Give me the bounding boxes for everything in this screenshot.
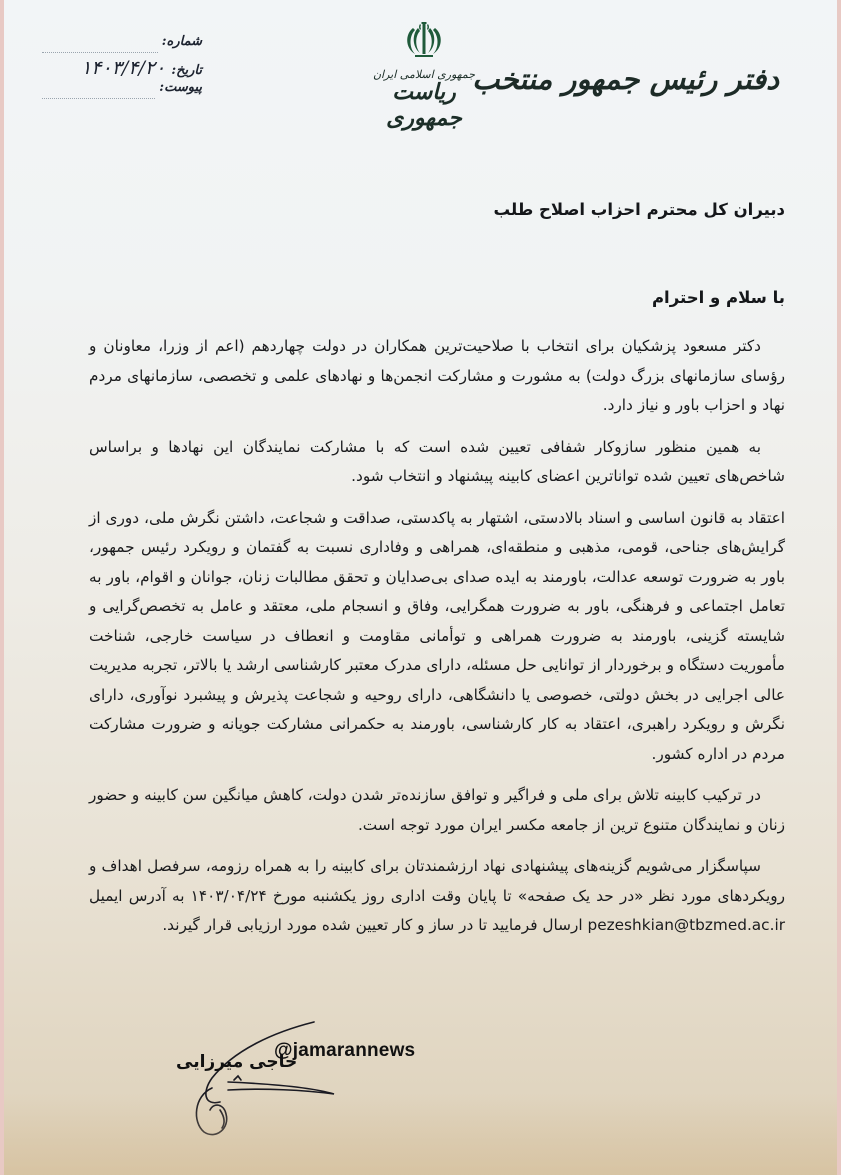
emblem-block [354,18,494,131]
number-field [42,51,158,53]
date-label: تاریخ: [171,63,202,78]
office-title: دفتر رئیس جمهور منتخب [472,62,779,96]
signatory-name: حاجی میرزایی [176,1052,298,1072]
emblem-subtitle: جمهوری اسلامی ایران [372,68,476,81]
iran-emblem-icon [401,18,447,64]
email-link[interactable]: pezeshkian@tbzmed.ac.ir [587,916,785,934]
attachment-field [42,97,155,99]
greeting: با سلام و احترام [651,288,785,307]
handwritten-signature-icon [164,1010,494,1150]
paragraph-mechanism: به همین منظور سازوکار شفافی تعیین شده است که با مشارکت نمایندگان این نهادها و براساس شاخص‌های تعیین شده تواناترین اعضای کابینه پیشنهاد و انتخاب شود. [89,437,785,485]
number-label: شماره: [161,34,202,49]
meta-date-row [42,57,202,80]
recipient: دبیران کل محترم احزاب اصلاح طلب [493,200,785,219]
paragraph-intro: دکتر مسعود پزشکیان برای انتخاب با صلاحیت‌ترین همکاران در دولت چهاردهم (اعم از وزرا، معاونان و رؤسای سازمانهای بزرگ دولت) به مشورت و مشارکت انجمن‌ها و نهادهای علمی و تخصصی، سازمانهای مردم نهاد و احزاب باور و نیاز دارد. [89,337,785,414]
paragraph-composition: در ترکیب کابینه تلاش برای ملی و فراگیر و توافق سازنده‌تر شدن دولت، کاهش میانگین سن کابینه و حضور زنان و نمایندگان متنوع ترین از جامعه مکسر ایران مورد توجه است. [89,786,785,834]
source-watermark: @jamarannews [274,1040,416,1061]
emblem-title: ریاست جمهوری [386,79,462,131]
closing-text-before: سپاسگزار می‌شویم گزینه‌های پیشنهادی نهاد ارزشمندتان برای کابینه را به همراه رزومه، سرفصل اهداف و رویکردهای مورد نظر «در حد یک صفحه» تا پایان وقت اداری روز یکشنبه مورخ ۱۴۰۳/۰۴/۲۴ به آدرس ایمیل [89,857,785,905]
meta-number-row [42,34,202,57]
meta-attachment-row [42,80,202,103]
date-value: ۱۴۰۳/۴/۲۰ [81,57,166,79]
paragraph-criteria: اعتقاد به قانون اساسی و اسناد بالادستی، اشتهار به پاکدستی، صداقت و شجاعت، داشتن نگرش ملی، دوری از گرایش‌های جناحی، قومی، مذهبی و منطقه‌ای، همراهی و وفاداری نسبت به گفتمان و رویکرد رئیس جمهور، باور به ضرورت توسعه عدالت، باورمند به ایده صدای بی‌صدایان و تحقق مطالبات زنان، جوانان و اقوام، باور به تعامل اجتماعی و فرهنگی، باور به ضرورت همگرایی، وفاق و انسجام ملی، معتقد و عامل به تخصص‌گرایی و شایسته گزینی، باورمند به ضرورت همراهی و توأمانی مقاومت و انعطاف در سیاست خارجی، شناخت مأموریت دستگاه و برخوردار از توانایی حل مسئله، دارای مدرک معتبر کارشناسی ارشد یا بالاتر، تجربه مدیریت عالی اجرایی در بخش دولتی، خصوصی یا دانشگاهی، دارای روحیه و شجاعت پذیرش و پیشبرد نوآوری، دارای نگرش و رویکرد راهبری، اعتقاد به کار کارشناسی، باورمند به حکمرانی مشارکت جویانه و ضرورت مشارکت مردم در اداره کشور. [89,508,785,763]
closing-text-after: ارسال فرمایید تا در ساز و کار تعیین شده مورد ارزیابی قرار گیرند. [162,916,583,934]
letter-body [89,332,785,953]
letter-meta [42,34,202,103]
letter-page [4,0,837,1175]
paragraph-closing [89,852,785,941]
signature-block [164,1010,494,1150]
attachment-label: پیوست: [159,80,202,95]
